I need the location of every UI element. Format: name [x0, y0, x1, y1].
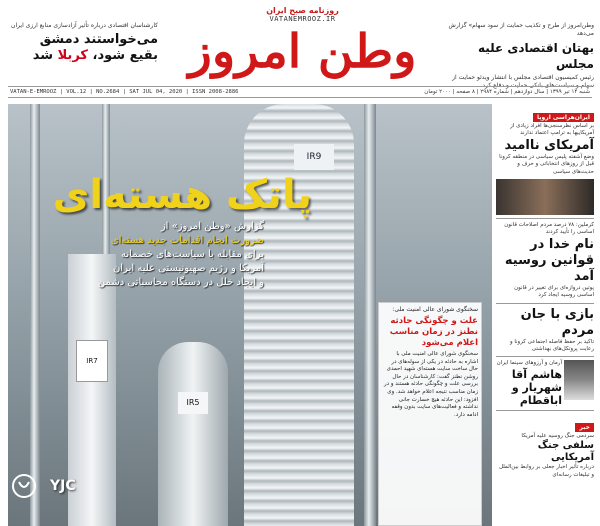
centrifuge-ir5 [158, 342, 228, 526]
sidebar-divider [496, 218, 594, 219]
ir5-label-plate [178, 392, 208, 414]
ir9-label: IR9 [306, 152, 322, 162]
sidebar-headline-cinema: هاشم آقا شهریار و اباقطام [511, 367, 562, 407]
main-headline[interactable]: پاتک هسته‌ای [52, 172, 312, 218]
sidebar-divider [496, 410, 594, 411]
ir5-label: IR5 [186, 398, 200, 407]
left-headline-line-1: می‌خواستند دمشق [39, 32, 158, 47]
sidebar-kicker: بر اساس نظرسنجی‌ها افراد زیادی از آمریکاییها به ترامپ اعتماد ندارند [510, 123, 594, 137]
sidebar-body: پوتین دروازه‌ای برای تغییر در قانون اساسی روسیه ایجاد کرد [514, 284, 594, 299]
sidebar-section-tag: ایران‌هراسی اروپا [533, 113, 594, 122]
lead-line-4: آمریکا و رژیم صهیونیستی علیه ایران [112, 263, 264, 274]
sidebar-kicker: سردمی جنگ روسیه علیه آمریکا [521, 432, 594, 439]
ir7-label-plate [76, 340, 108, 382]
sidebar-headline-lives[interactable]: بازی با جان مردم [520, 306, 594, 338]
issue-info-english: VATAN-E-EMROOZ | VOL.12 | NO.2684 | SAT JUL 04, 2020 | ISSN 2008-2886 [10, 89, 239, 95]
photo-pipe [364, 104, 376, 526]
centrifuge-ir9 [244, 104, 354, 526]
right-story-kicker: وطن‌امروز از طرح و تکذیب حمایت از سود سهام» گزارش می‌دهد [448, 22, 594, 37]
lead-line-3: برای مقابله با سیاست‌های خصمانه [121, 249, 264, 260]
main-lead [88, 220, 264, 290]
sidebar-kicker: کرملین: ۷۸ درصد مردم اصلاحات قانون اساسی را تأیید کردند [504, 222, 594, 236]
photo-pipe [30, 104, 40, 526]
sidebar-body: درباره تأثیر اخبار جعلی بر روابط بین‌الملل و تبلیغات رسانه‌ای [498, 464, 594, 478]
left-headline-highlight: کربلا [57, 48, 88, 63]
lead-line-1: گزارش «وطن امروز» از [160, 221, 264, 232]
lead-line-2: ضرورت انجام اقدامات جدید هسته‌ای [110, 235, 264, 246]
sidebar-divider [496, 356, 594, 357]
sidebar-headline-america[interactable]: آمریکای ناامید [504, 137, 594, 153]
sidebar-section-tag: خبر [575, 423, 594, 432]
newspaper-logo: وطن امروز [188, 24, 417, 78]
yjc-logo-icon [10, 472, 42, 500]
issue-info-bar [8, 86, 592, 98]
right-sidebar [496, 104, 594, 526]
watermark-text: YJC [50, 478, 76, 494]
ir7-label: IR7 [86, 357, 98, 365]
article-body: سخنگوی شورای عالی امنیت ملی با اشاره به حادثه در یکی از سوله‌های در حال ساخت سایت هسته‌ای شهید احمدی روشن نطنز گفت: کارشناسان در حال بررسی علت و چگونگی حادثه هستند و در زمان مناسب نتیجه اعلام خواهد شد. وی افزود: این حادثه هیچ خسارت جانی نداشته و فعالیت‌های سایت بدون وقفه ادامه دارد. [383, 351, 478, 418]
natanz-article[interactable] [378, 302, 482, 526]
portrait-photo [564, 360, 594, 400]
left-headline-part-a: بقیع شود، [92, 48, 158, 63]
masthead-left-story[interactable] [8, 22, 158, 64]
logo-site-url: VATANEMROOZ.IR [269, 15, 336, 23]
article-kicker: سخنگوی شورای عالی امنیت ملی: [392, 306, 478, 313]
sidebar-body: تاکید بر حفظ فاصله اجتماعی کرونا و رعایت پروتکل‌های بهداشتی [509, 338, 594, 353]
sidebar-headline-selfie[interactable]: سلفی جنگ آمریکایی [537, 440, 594, 464]
sidebar-headline-russia[interactable]: نام خدا در قوانین روسیه آمد [504, 236, 594, 284]
right-story-headline: بهتان اقتصادی علیه مجلس [477, 41, 594, 71]
protest-photo [496, 179, 594, 215]
cinema-story[interactable] [496, 360, 594, 406]
yjc-watermark [10, 472, 100, 500]
sidebar-divider [496, 303, 594, 304]
left-story-headline [8, 32, 158, 64]
left-headline-part-c: شد [32, 48, 54, 63]
left-headline-line-2 [8, 48, 158, 64]
left-story-kicker: کارشناسان اقتصادی درباره تأثیر آزادسازی منابع ارزی ایران [11, 22, 158, 29]
issue-info-persian: شنبه ۱۴ تیر ۱۳۹۹ | سال دوازدهم | شماره ۲۹۸۴ | ۸ صفحه | ۲۰۰۰ تومان [424, 89, 590, 95]
right-story-body: رئیس کمیسیون اقتصادی مجلس با انتشار ویدئو حمایت از سهام و سیاست‌های بانکی حمایت و دفاع کرد [452, 74, 594, 89]
sidebar-kicker: آرمان و آرزوهای سینما ایران [496, 360, 562, 367]
logo-tagline: روزنامه صبح ایران [266, 6, 339, 15]
ir9-label-plate [294, 144, 334, 170]
logo-area [160, 6, 445, 84]
article-headline: علت و چگونگی حادثه نطنز در زمان مناسب اعلام می‌شود [389, 316, 478, 348]
sidebar-body: وضع آشفته پلیس سیاسی در منطقه کرونا قبل از روزهای انتخاباتی و حرف و حدیث‌های سیاسی [499, 153, 594, 175]
masthead-right-story[interactable] [448, 22, 594, 90]
lead-line-5: و ایجاد خلل در دستگاه محاسباتی دشمن [97, 277, 264, 288]
